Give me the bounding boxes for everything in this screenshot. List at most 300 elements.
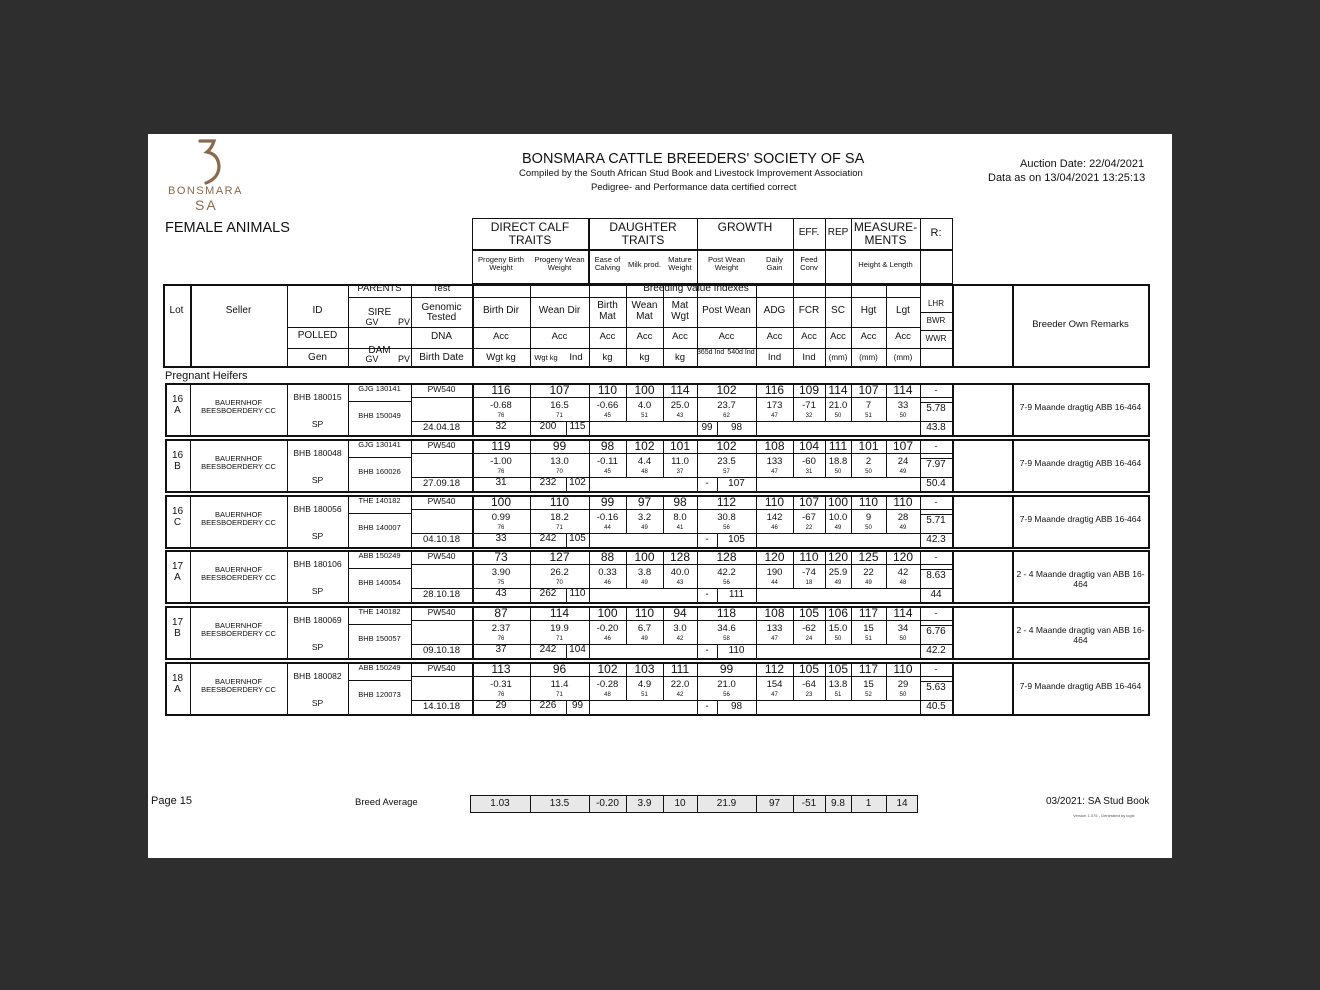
row-rule [348,680,411,681]
row-bm-index: 88 [600,550,615,564]
row-hgt-acc: 52 [865,692,872,698]
row-wwr: 42.3 [926,534,946,545]
row-rule [472,453,952,454]
row-test: PW540 [427,440,456,450]
row-mw-value: 25.0 [670,400,690,411]
col-sc-acc: Acc [830,331,846,342]
row-adg-acc: 47 [771,636,778,642]
row-wm-index: 110 [634,606,655,620]
row-wm-index: 100 [634,383,655,397]
col-hgt-acc: Acc [860,331,877,342]
trait-sub-label: Daily Gain [766,255,783,272]
row-seller-1: BAUERNHOF [214,565,263,574]
row-col-rule [589,477,590,493]
document-title: BONSMARA CATTLE BREEDERS' SOCIETY OF SA [522,151,865,167]
breed-average-value: 1.03 [490,798,510,809]
row-divider [287,383,288,437]
unit-tick [562,348,563,349]
row-lot-letter: A [174,572,181,583]
row-pw-acc: 57 [723,469,730,475]
row-bm-acc: 46 [604,636,611,642]
col-bm: Birth Mat [597,300,618,322]
row-fcr-index: 105 [798,662,820,676]
rep-header-label: REP [827,227,849,238]
col-genomic: Genomic [421,302,462,313]
row-seller-2: BEESBOERDERY CC [201,685,276,694]
row-fcr-value: -67 [802,512,816,523]
row-bm-value: 0.33 [598,567,617,578]
unit-365d: 365d Ind [697,349,725,356]
row-wm-index: 103 [634,662,655,676]
row-pw-value: 42.2 [717,567,736,578]
row-wwr: 42.2 [926,645,946,656]
row-adg-index: 112 [764,662,785,676]
row-fcr-acc: 32 [805,413,813,419]
row-lhr: - [934,497,938,508]
row-birth-date: 04.10.18 [423,534,460,545]
row-animal-id: BHB 180056 [293,504,342,514]
row-sc-acc: 51 [834,692,842,698]
row-365d-index: - [705,645,709,656]
row-bd-acc: 76 [497,469,505,475]
col-dna: DNA [430,331,453,342]
row-sire: ABB 150249 [358,663,401,672]
row-lgt-index: 120 [892,550,914,564]
row-hgt-acc: 50 [865,469,872,475]
row-bwr: 5.71 [926,515,946,526]
row-lot-letter: C [173,517,182,528]
row-mw-index: 101 [669,439,691,453]
row-adg-index: 108 [764,606,785,620]
row-pw-index: 112 [716,495,737,509]
row-rule [411,620,472,621]
row-birth-weight: 33 [495,533,507,544]
row-wean-weight: 242 [539,644,557,655]
rep-header-sub [825,250,852,284]
col-wm: Wean Mat [631,300,658,322]
row-bd-value: -0.68 [490,400,512,411]
row-rule [411,397,472,398]
breed-average-value: 14 [896,798,908,809]
row-divider [952,550,954,604]
row-fcr-value: -71 [802,400,816,411]
row-hgt-index: 117 [858,606,879,620]
row-hgt-value: 22 [863,567,874,578]
header-rule [920,330,952,331]
row-birth-weight: 43 [495,588,507,599]
row-fcr-acc: 22 [805,525,813,531]
trait-sub-label: Mature Weight [668,255,692,272]
row-bd-value: 0.99 [491,512,511,523]
row-lgt-index: 110 [893,662,913,676]
row-mw-acc: 37 [676,469,684,475]
row-fcr-value: -74 [802,567,816,578]
row-animal-id: BHB 180082 [293,671,342,681]
row-bwr: 8.63 [926,570,946,581]
row-seller-2: BEESBOERDERY CC [201,406,276,415]
row-fcr-value: -62 [802,623,816,634]
col-wd-acc: Acc [551,331,568,342]
row-lgt-acc: 50 [899,692,907,698]
growth-header-label: GROWTH [717,220,773,234]
row-adg-index: 116 [764,383,785,397]
col-remarks: Breeder Own Remarks [1032,319,1129,330]
row-sc-value: 13.8 [828,679,848,690]
row-birth-date: 14.10.18 [423,701,460,712]
row-hgt-value: 9 [865,512,872,523]
row-adg-index: 108 [764,439,785,453]
row-bm-index: 110 [597,383,618,397]
row-bd-value: 2.37 [491,623,511,634]
col-bwr: BWR [926,316,946,325]
row-sc-acc: 49 [834,525,842,531]
row-wd-index: 99 [552,439,567,453]
row-animal-id: BHB 180106 [293,559,342,569]
col-sire-pv: PV [397,317,410,327]
row-wm-value: 4.4 [637,456,652,467]
data-as-on: Data as on 13/04/2021 13:25:13 [988,172,1146,184]
breed-average-label: Breed Average [355,797,418,808]
row-bd-acc: 76 [497,692,505,698]
row-rule [348,513,411,514]
row-sc-value: 10.0 [828,512,848,523]
row-col-rule [589,644,590,660]
row-mw-index: 98 [673,495,687,509]
row-lgt-value: 42 [897,567,909,578]
row-mw-value: 3.0 [673,623,687,634]
row-wd-index: 127 [549,550,570,564]
row-adg-acc: 44 [771,580,778,586]
row-bd-acc: 75 [497,580,505,586]
row-365d-index: - [705,701,709,712]
row-wd-value: 13.0 [550,456,569,467]
row-mw-value: 22.0 [670,679,690,690]
row-lhr: - [934,552,938,563]
measurements-header-label: MEASURE- MENTS [853,220,918,248]
row-birth-weight: 37 [495,644,507,655]
unit-540d: 540d Ind [727,349,755,356]
row-fcr-index: 107 [798,495,820,509]
row-sire: THE 140182 [358,496,401,505]
unit-wd-ind: Ind [569,352,583,363]
row-divider [952,383,954,437]
row-adg-value: 190 [766,567,783,578]
row-fcr-index: 105 [798,606,820,620]
row-lgt-acc: 48 [899,580,907,586]
breed-average-value: 97 [768,798,781,809]
row-seller-1: BAUERNHOF [214,677,263,686]
row-lgt-index: 114 [893,383,913,397]
row-sc-index: 105 [827,662,849,676]
row-bd-index: 116 [491,383,511,397]
row-bd-acc: 76 [497,636,505,642]
row-bm-value: -0.20 [596,623,619,634]
col-pw-acc: Acc [718,331,735,342]
row-sire: GJG 130141 [358,384,401,393]
row-bd-acc: 76 [497,413,505,419]
row-bd-acc: 76 [497,525,505,531]
row-pw-acc: 58 [723,636,730,642]
row-fcr-index: 104 [798,439,820,453]
row-bm-value: -0.16 [596,512,619,523]
row-seller-1: BAUERNHOF [214,398,263,407]
row-bd-value: -1.00 [490,456,512,467]
row-breeder-remarks: 7-9 Maande dragtig ABB 16-464 [1019,402,1142,412]
row-bwr: 7.97 [926,459,946,470]
row-bm-acc: 46 [604,580,611,586]
row-lot-letter: A [174,405,181,416]
row-wd-index: 114 [549,606,570,620]
col-birth-date: Birth Date [419,352,464,363]
row-mw-acc: 41 [676,525,684,531]
row-col-rule [756,588,757,604]
row-bm-acc: 48 [604,692,611,698]
row-wd-acc: 70 [556,469,563,475]
row-divider [952,662,954,716]
row-test: PW540 [427,496,456,506]
unit-sc: (mm) [828,353,848,362]
row-pw-value: 30.8 [717,512,736,523]
row-wean-weight: 262 [539,588,557,599]
row-seller-2: BEESBOERDERY CC [201,629,276,638]
row-seller-1: BAUERNHOF [214,621,263,630]
row-pw-index: 118 [716,606,737,620]
row-pw-acc: 56 [723,525,730,531]
row-birth-date: 28.10.18 [423,589,460,600]
row-col-rule [756,700,757,716]
row-pw-value: 23.5 [717,456,736,467]
trait-sub-label: Progeny Wean Weight [534,255,585,272]
row-wwr: 43.8 [926,422,946,433]
row-wm-index: 97 [637,495,652,509]
row-dam: BHB 160026 [358,467,401,476]
row-fcr-acc: 23 [805,692,813,698]
auction-date: Auction Date: 22/04/2021 [1020,158,1145,170]
row-wm-acc: 51 [641,692,648,698]
col-lgt: Lgt [896,305,910,316]
row-bm-acc: 45 [604,469,611,475]
row-wm-value: 6.7 [637,623,652,634]
row-fcr-acc: 18 [805,580,813,586]
row-bm-index: 99 [600,495,615,509]
unit-fcr: Ind [802,352,816,363]
col-bd: Birth Dir [482,305,520,316]
row-wm-value: 4.0 [637,400,652,411]
row-wd-acc: 71 [556,636,563,642]
row-hgt-index: 117 [858,662,879,676]
row-col-rule [589,533,590,549]
row-pw-index: 102 [716,383,737,397]
col-adg: ADG [763,305,786,316]
row-bwr: 5.78 [926,403,946,414]
row-test: PW540 [427,663,456,673]
header-rule [287,348,348,349]
page-number: Page 15 [151,795,192,807]
col-fcr: FCR [798,305,820,316]
row-wean-index: 104 [569,644,586,655]
row-adg-acc: 47 [771,692,778,698]
row-lot-letter: B [174,628,181,639]
col-wm-acc: Acc [636,331,653,342]
header-rule [287,327,920,328]
row-col-rule [756,533,757,549]
header-rule [348,297,920,298]
row-mw-acc: 42 [676,636,684,642]
eff-header-label: EFF. [798,227,820,238]
trait-sub-label: Progeny Birth Weight [477,255,524,272]
row-dam: BHB 120073 [358,690,401,699]
row-mw-value: 40.0 [670,567,690,578]
row-wwr: 40.5 [926,701,946,712]
row-test: PW540 [427,384,456,394]
row-wm-acc: 49 [641,580,648,586]
row-rule [411,676,472,677]
col-bd-acc: Acc [493,331,509,342]
row-mw-index: 128 [669,550,691,564]
row-lhr: - [934,608,938,619]
row-lgt-acc: 49 [899,525,907,531]
row-rule [472,620,952,621]
row-bm-acc: 45 [604,413,611,419]
row-lgt-value: 29 [897,679,909,690]
col-dam-gv: GV [365,354,379,364]
version-label: Version 1.075 - Generated by logix [1073,813,1135,818]
row-lgt-value: 34 [897,623,909,634]
row-pw-value: 23.7 [717,400,736,411]
row-540d-index: 110 [728,645,745,656]
row-wm-acc: 51 [641,413,648,419]
row-sc-acc: 50 [834,469,842,475]
row-polled: SP [311,531,324,541]
row-wm-value: 3.8 [637,567,652,578]
row-rule [411,509,472,510]
row-dam: BHB 150049 [358,411,401,420]
row-wd-acc: 71 [556,413,563,419]
row-hgt-value: 15 [863,679,874,690]
row-hgt-acc: 51 [865,636,872,642]
row-fcr-acc: 24 [805,636,813,642]
row-divider [287,439,288,493]
r-header-label: R: [930,227,942,239]
row-fcr-value: -60 [802,456,816,467]
row-breeder-remarks: 2 - 4 Maande dragtig van ABB 16-464 [1016,625,1145,645]
row-adg-value: 133 [766,456,783,467]
row-mw-index: 114 [670,383,690,397]
document-page [148,134,1172,858]
row-wd-acc: 71 [556,692,563,698]
row-540d-index: 111 [728,589,745,600]
col-sire-gv: GV [365,317,379,327]
row-hgt-index: 125 [858,550,879,564]
row-birth-weight: 31 [495,477,507,488]
header-divider [952,284,954,368]
trait-sub-label: Ease of Calving [594,255,621,272]
trait-sub-label: Post Wean Weight [707,255,745,272]
row-lhr: - [934,385,938,396]
row-wd-value: 18.2 [550,512,569,523]
row-hgt-value: 7 [865,400,872,411]
row-sc-value: 21.0 [828,400,848,411]
row-sire: GJG 130141 [358,440,401,449]
col-adg-acc: Acc [766,331,783,342]
row-breeder-remarks: 7-9 Maande dragtig ABB 16-464 [1019,681,1142,691]
trait-sub-label: Milk prod. [628,260,661,269]
col-seller: Seller [225,305,252,316]
row-rule [472,564,952,565]
unit-wd-kg: Wgt kg [534,353,558,362]
row-seller-1: BAUERNHOF [214,510,263,519]
row-lgt-value: 24 [897,456,909,467]
row-seller-2: BEESBOERDERY CC [201,573,276,582]
header-divider [920,284,921,368]
row-hgt-acc: 51 [865,413,872,419]
row-animal-id: BHB 180048 [293,448,342,458]
row-breeder-remarks: 7-9 Maande dragtig ABB 16-464 [1019,458,1142,468]
row-divider [952,495,954,549]
row-rule [472,676,952,677]
row-lot-number: 17 [171,561,184,572]
row-hgt-acc: 49 [865,580,872,586]
r-header-sub [920,250,953,284]
row-pw-acc: 56 [723,692,730,698]
row-polled: SP [311,642,324,652]
row-bm-index: 100 [597,606,618,620]
col-id: ID [312,305,323,316]
row-divider [952,439,954,493]
row-bd-index: 100 [490,495,512,509]
row-bm-value: -0.66 [596,400,619,411]
row-wm-acc: 49 [641,525,648,531]
row-sc-index: 111 [828,439,848,453]
row-rule [348,624,411,625]
row-lgt-index: 110 [893,495,913,509]
row-sc-acc: 49 [834,580,842,586]
row-bm-index: 98 [600,439,615,453]
breed-average-value: 13.5 [549,798,570,809]
row-dam: BHB 140007 [358,523,401,532]
row-pw-acc: 62 [723,413,730,419]
col-mw-acc: Acc [672,331,688,342]
row-wd-value: 19.9 [550,623,569,634]
row-bm-value: -0.28 [596,679,619,690]
unit-bd: Wgt kg [486,352,516,363]
row-365d-index: - [705,478,709,489]
col-wwr: WWR [925,334,947,343]
header-rule [920,312,952,313]
row-bm-value: -0.11 [597,456,618,467]
row-rule [348,457,411,458]
row-sc-index: 120 [827,550,849,564]
row-365d-index: 99 [701,422,713,433]
studbook-label: 03/2021: SA Stud Book [1046,796,1150,807]
row-lgt-value: 28 [897,512,909,523]
row-mw-value: 11.0 [671,456,689,467]
row-col-rule [756,644,757,660]
row-wwr: 44 [930,589,942,600]
row-wm-acc: 49 [641,636,648,642]
row-lgt-acc: 50 [899,413,907,419]
unit-bm: kg [602,352,613,363]
row-wean-index: 115 [569,421,586,432]
row-col-rule [589,421,590,437]
row-sc-index: 106 [827,606,849,620]
breed-average-value: 9.8 [831,798,845,809]
row-hgt-value: 2 [865,456,872,467]
row-birth-weight: 32 [495,421,507,432]
row-pw-value: 34.6 [717,623,736,634]
row-540d-index: 98 [730,701,743,712]
row-adg-value: 142 [766,512,783,523]
